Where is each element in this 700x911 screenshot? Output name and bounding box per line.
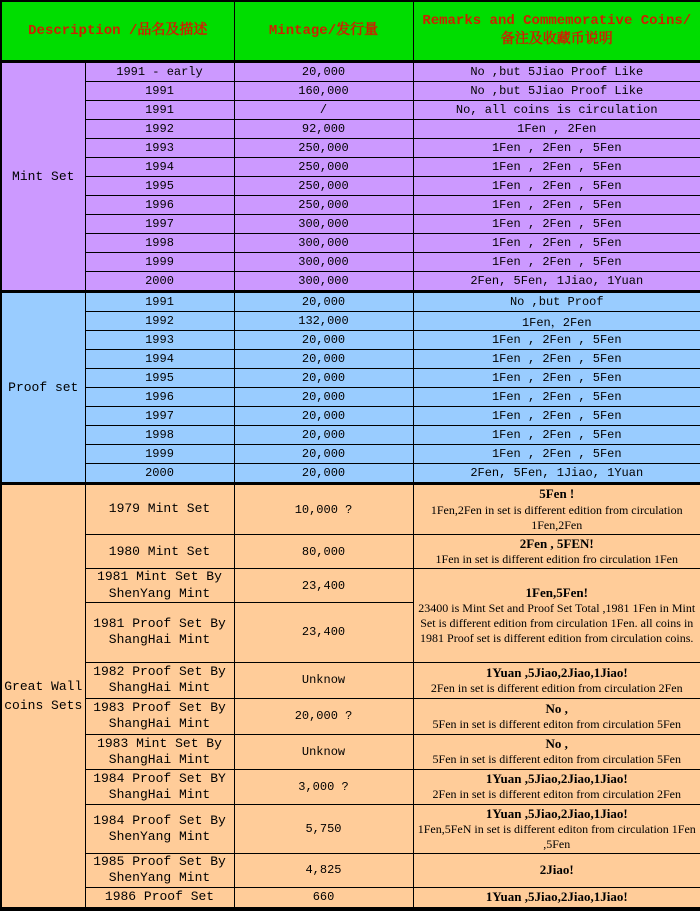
mintage-cell: 20,000 <box>234 426 413 445</box>
remark-cell: No ,but 5Jiao Proof Like <box>413 82 700 101</box>
mintage-cell: 300,000 <box>234 234 413 253</box>
mintage-cell: 4,825 <box>234 854 413 888</box>
remark-cell: 1Fen , 2Fen , 5Fen <box>413 350 700 369</box>
remark-cell: No ,but Proof <box>413 292 700 312</box>
set-name-cell: 1983 Proof Set By ShangHai Mint <box>85 698 234 734</box>
mintage-cell: 20,000 <box>234 331 413 350</box>
set-name-cell: 1985 Proof Set By ShenYang Mint <box>85 854 234 888</box>
table-row <box>1 388 700 407</box>
mintage-cell: 20,000 <box>234 407 413 426</box>
remark-cell: 1Fen , 2Fen , 5Fen <box>413 234 700 253</box>
table-row <box>1 734 700 769</box>
remark-cell <box>413 535 700 569</box>
remark-text-line: 1Fen in set is different edition fro circulation 1Fen <box>435 552 678 567</box>
remark-bold-line: 1Yuan ,5Jiao,2Jiao,1Jiao! <box>485 771 628 787</box>
remark-cell-merged <box>413 569 700 663</box>
mintage-cell: 20,000 <box>234 388 413 407</box>
year-cell: 1992 <box>85 120 234 139</box>
remark-cell: 1Fen , 2Fen , 5Fen <box>413 215 700 234</box>
remark-bold-line: No , <box>545 736 568 752</box>
year-cell: 2000 <box>85 464 234 484</box>
mintage-cell: 250,000 <box>234 158 413 177</box>
year-cell: 1996 <box>85 196 234 215</box>
mintage-cell: 3,000 ? <box>234 769 413 804</box>
table-row <box>1 158 700 177</box>
table-row <box>1 464 700 484</box>
table-row <box>1 854 700 888</box>
remark-bold-line: 2Fen , 5FEN! <box>519 536 594 551</box>
table-row <box>1 887 700 909</box>
remark-text-line: 5Fen in set is different editon from circulation 5Fen <box>432 752 681 767</box>
table-row <box>1 445 700 464</box>
mintage-cell: 250,000 <box>234 177 413 196</box>
table-row <box>1 331 700 350</box>
remark-bold-line: 2Jiao! <box>539 862 574 878</box>
mintage-cell: 300,000 <box>234 215 413 234</box>
mintage-cell: Unknow <box>234 662 413 698</box>
year-cell: 1993 <box>85 139 234 158</box>
set-name-cell: 1980 Mint Set <box>85 535 234 569</box>
mintage-cell: 250,000 <box>234 139 413 158</box>
mintage-cell: 300,000 <box>234 253 413 272</box>
mintage-cell: 300,000 <box>234 272 413 292</box>
mintage-cell: 250,000 <box>234 196 413 215</box>
remark-text-line: 2Fen in set is different editon from circulation 2Fen <box>432 787 681 802</box>
mintage-cell: 5,750 <box>234 804 413 853</box>
remark-bold-line: 1Fen,5Fen! <box>525 584 588 600</box>
remark-bold-line: 5Fen ! <box>539 486 575 502</box>
remark-cell: 1Fen , 2Fen , 5Fen <box>413 331 700 350</box>
year-cell: 1994 <box>85 158 234 177</box>
remark-cell: 2Fen, 5Fen, 1Jiao, 1Yuan <box>413 464 700 484</box>
mintage-cell: 23,400 <box>234 602 413 662</box>
remark-cell <box>413 769 700 804</box>
remark-cell <box>413 698 700 734</box>
remark-cell: 1Fen，2Fen <box>413 312 700 331</box>
mintage-cell: 660 <box>234 887 413 909</box>
table-row <box>1 350 700 369</box>
year-cell: 1996 <box>85 388 234 407</box>
header-remarks: Remarks and Commemorative Coins/备注及收藏币说明 <box>413 1 700 62</box>
year-cell: 1999 <box>85 445 234 464</box>
table-row <box>1 569 700 603</box>
table-row <box>1 662 700 698</box>
remark-cell <box>413 854 700 888</box>
mintage-cell: 20,000 <box>234 292 413 312</box>
mintage-cell: 20,000 <box>234 62 413 82</box>
section-label-proof-set: Proof set <box>1 292 85 484</box>
remark-bold-line: 1Yuan ,5Jiao,2Jiao,1Jiao! <box>485 664 628 680</box>
table-row <box>1 253 700 272</box>
set-name-cell: 1984 Proof Set BY ShangHai Mint <box>85 769 234 804</box>
remark-cell: 1Fen , 2Fen , 5Fen <box>413 388 700 407</box>
set-name-cell: 1981 Mint Set By ShenYang Mint <box>85 569 234 603</box>
set-name-cell: 1981 Proof Set By ShangHai Mint <box>85 602 234 662</box>
header-mintage: Mintage/发行量 <box>234 1 413 62</box>
remark-cell <box>413 804 700 853</box>
table-row <box>1 62 700 82</box>
remark-cell: 1Fen , 2Fen , 5Fen <box>413 158 700 177</box>
remark-text-line: 1Fen,2Fen in set is different edition from circulation 1Fen,2Fen <box>430 502 683 532</box>
set-name-cell: 1986 Proof Set <box>85 887 234 909</box>
set-name-cell: 1979 Mint Set <box>85 484 234 535</box>
year-cell: 1995 <box>85 369 234 388</box>
mintage-cell: 20,000 <box>234 369 413 388</box>
table-row <box>1 234 700 253</box>
remark-cell: 1Fen , 2Fen , 5Fen <box>413 177 700 196</box>
table-row <box>1 369 700 388</box>
year-cell: 1993 <box>85 331 234 350</box>
table-row <box>1 484 700 535</box>
table-row <box>1 804 700 853</box>
mintage-cell: 132,000 <box>234 312 413 331</box>
remark-text-line: 5Fen in set is different editon from circulation 5Fen <box>432 716 681 731</box>
remark-text-line: 2Fen in set is different edition from circulation 2Fen <box>430 680 683 695</box>
year-cell: 1994 <box>85 350 234 369</box>
table-header-row <box>1 1 700 62</box>
year-cell: 1997 <box>85 215 234 234</box>
set-name-cell: 1984 Proof Set By ShenYang Mint <box>85 804 234 853</box>
mintage-cell: 10,000 ? <box>234 484 413 535</box>
set-name-cell: 1983 Mint Set By ShangHai Mint <box>85 734 234 769</box>
table-row <box>1 426 700 445</box>
remark-cell: 1Fen , 2Fen <box>413 120 700 139</box>
mintage-cell: 20,000 <box>234 350 413 369</box>
year-cell: 1991 - early <box>85 62 234 82</box>
remark-cell: 1Fen , 2Fen , 5Fen <box>413 196 700 215</box>
mintage-cell: 20,000 <box>234 445 413 464</box>
year-cell: 1992 <box>85 312 234 331</box>
table-row <box>1 82 700 101</box>
table-row <box>1 120 700 139</box>
year-cell: 1991 <box>85 101 234 120</box>
year-cell: 1999 <box>85 253 234 272</box>
remark-cell: 1Fen , 2Fen , 5Fen <box>413 253 700 272</box>
mintage-cell: 20,000 ? <box>234 698 413 734</box>
year-cell: 1997 <box>85 407 234 426</box>
remark-cell: 1Fen , 2Fen , 5Fen <box>413 445 700 464</box>
section-label-mint-set: Mint Set <box>1 62 85 292</box>
section-label-great-wall: Great Wall coins Sets <box>1 484 85 910</box>
remark-cell <box>413 887 700 909</box>
remark-text-line: 23400 is Mint Set and Proof Set Total ,1981 1Fen in Mint Set is different edition from circulation 1Fen. all coins in 1981 Proof set is different edition from circulation coins. <box>418 601 696 646</box>
table-row <box>1 215 700 234</box>
mintage-cell: 92,000 <box>234 120 413 139</box>
year-cell: 1998 <box>85 234 234 253</box>
table-row <box>1 272 700 292</box>
remark-cell: 1Fen , 2Fen , 5Fen <box>413 426 700 445</box>
table-row <box>1 535 700 569</box>
table-row <box>1 139 700 158</box>
table-row <box>1 407 700 426</box>
table-row <box>1 292 700 312</box>
remark-text-line: 1Fen,5FeN in set is different editon from circulation 1Fen ,5Fen <box>417 822 696 851</box>
remark-bold-line: No , <box>545 700 568 716</box>
remark-bold-line: 1Yuan ,5Jiao,2Jiao,1Jiao! <box>485 889 628 905</box>
header-description: Description /品名及描述 <box>1 1 234 62</box>
mintage-cell: 23,400 <box>234 569 413 603</box>
remark-cell: 1Fen , 2Fen , 5Fen <box>413 139 700 158</box>
remark-cell <box>413 484 700 535</box>
table-row <box>1 312 700 331</box>
remark-cell: 1Fen , 2Fen , 5Fen <box>413 369 700 388</box>
mintage-cell: Unknow <box>234 734 413 769</box>
remark-cell: No ,but 5Jiao Proof Like <box>413 62 700 82</box>
remark-bold-line: 1Yuan ,5Jiao,2Jiao,1Jiao! <box>485 805 628 821</box>
year-cell: 1995 <box>85 177 234 196</box>
remark-cell <box>413 662 700 698</box>
year-cell: 1991 <box>85 82 234 101</box>
set-name-cell: 1982 Proof Set By ShangHai Mint <box>85 662 234 698</box>
table-row <box>1 177 700 196</box>
remark-cell: No, all coins is circulation <box>413 101 700 120</box>
year-cell: 1991 <box>85 292 234 312</box>
remark-cell: 2Fen, 5Fen, 1Jiao, 1Yuan <box>413 272 700 292</box>
table-row <box>1 196 700 215</box>
mintage-cell: 20,000 <box>234 464 413 484</box>
year-cell: 2000 <box>85 272 234 292</box>
remark-cell <box>413 734 700 769</box>
table-row <box>1 698 700 734</box>
year-cell: 1998 <box>85 426 234 445</box>
mintage-cell: / <box>234 101 413 120</box>
table-row <box>1 101 700 120</box>
remark-cell: 1Fen , 2Fen , 5Fen <box>413 407 700 426</box>
mintage-cell: 80,000 <box>234 535 413 569</box>
mintage-cell: 160,000 <box>234 82 413 101</box>
table-row <box>1 769 700 804</box>
